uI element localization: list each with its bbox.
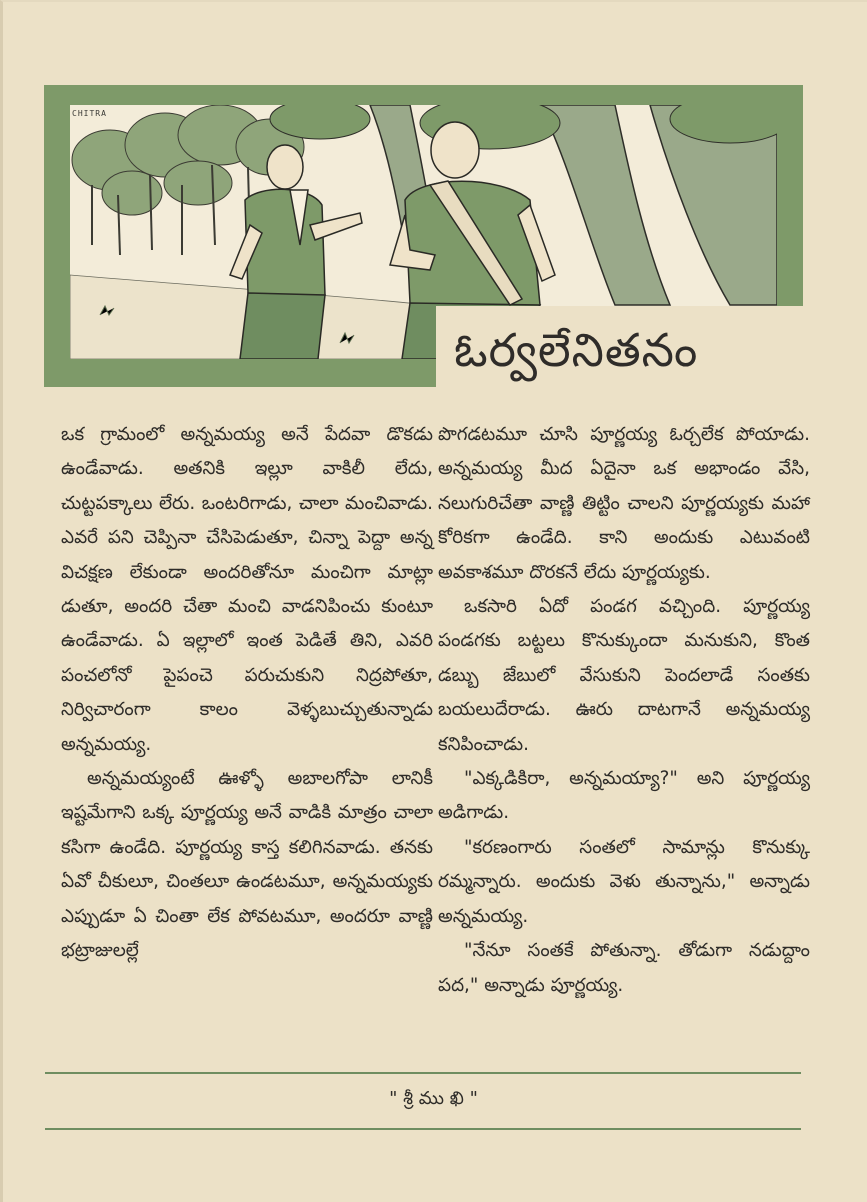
- footer-rule-bottom: [45, 1128, 801, 1130]
- paragraph: అన్నమయ్యంటే ఊళ్ళో అబాలగోపా లానికీ ఇష్టమేగాని ఒక్క పూర్ణయ్య అనే వాడికి మాత్రం చాలా కసిగా ఉండేది. పూర్ణయ్య కాస్త కలిగినవాడు. తనకు ఏవో చీకులూ, చింతలూ ఉండటమూ, అన్నమయ్యకు ఎప్పుడూ ఏ చింతా లేక పోవటమూ, అందరూ వాణ్ణి భట్రాజులల్లే: [61, 768, 433, 962]
- footer-signature: " శ్రీ ము ఖి ": [389, 1088, 478, 1109]
- paragraph: ఒక గ్రామంలో అన్నమయ్య అనే పేదవా డొకడు ఉండేవాడు. అతనికి ఇల్లూ వాకిలీ లేదు, చుట్టపక్కాలు లేరు. ఒంటరిగాడు, చాలా మంచివాడు. ఎవరే పని చెప్పినా చేసిపెడుతూ, చిన్నా పెద్దా అన్న విచక్షణ లేకుండా అందరితోనూ మంచిగా మాట్లా డుతూ, అందరి చేతా మంచి వాడనిపించు కుంటూ ఉండేవాడు. ఏ ఇల్లాలో ఇంత పెడితే తిని, ఎవరి పంచలోనో పైపంచె పరుచుకుని నిద్రపోతూ, నిర్విచారంగా కాలం వెళ్ళబుచ్చుతున్నాడు అన్నమయ్య.: [61, 424, 433, 755]
- right-column: [438, 418, 810, 1003]
- paragraph: పొగడటమూ చూసి పూర్ణయ్య ఓర్చలేక పోయాడు. అన్నమయ్య మీద ఏదైనా ఒక అభాండం వేసి, నలుగురిచేతా వాణ్ణి తిట్టిం చాలని పూర్ణయ్యకు మహా కోరికగా ఉండేది. కాని అందుకు ఎటువంటి అవకాశమూ దొరకనే లేదు పూర్ణయ్యకు.: [438, 424, 810, 583]
- dialogue-paragraph: "నేనూ సంతకే పోతున్నా. తోడుగా నడుద్దాం పద," అన్నాడు పూర్ణయ్య.: [438, 940, 810, 996]
- story-title: ఓర్వలేనితనం: [454, 323, 699, 377]
- dialogue-paragraph: "ఎక్కడికిరా, అన్నమయ్యా?" అని పూర్ణయ్య అడిగాడు.: [438, 768, 810, 824]
- dialogue-paragraph: "కరణంగారు సంతలో సామాన్లు కొనుక్కు రమ్మన్నారు. అందుకు వెళు తున్నాను," అన్నాడు అన్నమయ్య.: [438, 836, 810, 927]
- paragraph: ఒకసారి ఏదో పండగ వచ్చింది. పూర్ణయ్య పండగకు బట్టలు కొనుక్కుందా మనుకుని, కొంత డబ్బు జేబులో వేసుకుని పెందలాడే సంతకు బయలుదేరాడు. ఊరు దాటగానే అన్నమయ్య కనిపించాడు.: [438, 596, 810, 755]
- left-column: [61, 418, 433, 969]
- footer-rule-top: [45, 1072, 801, 1074]
- artist-signature: CHITRA: [72, 109, 107, 118]
